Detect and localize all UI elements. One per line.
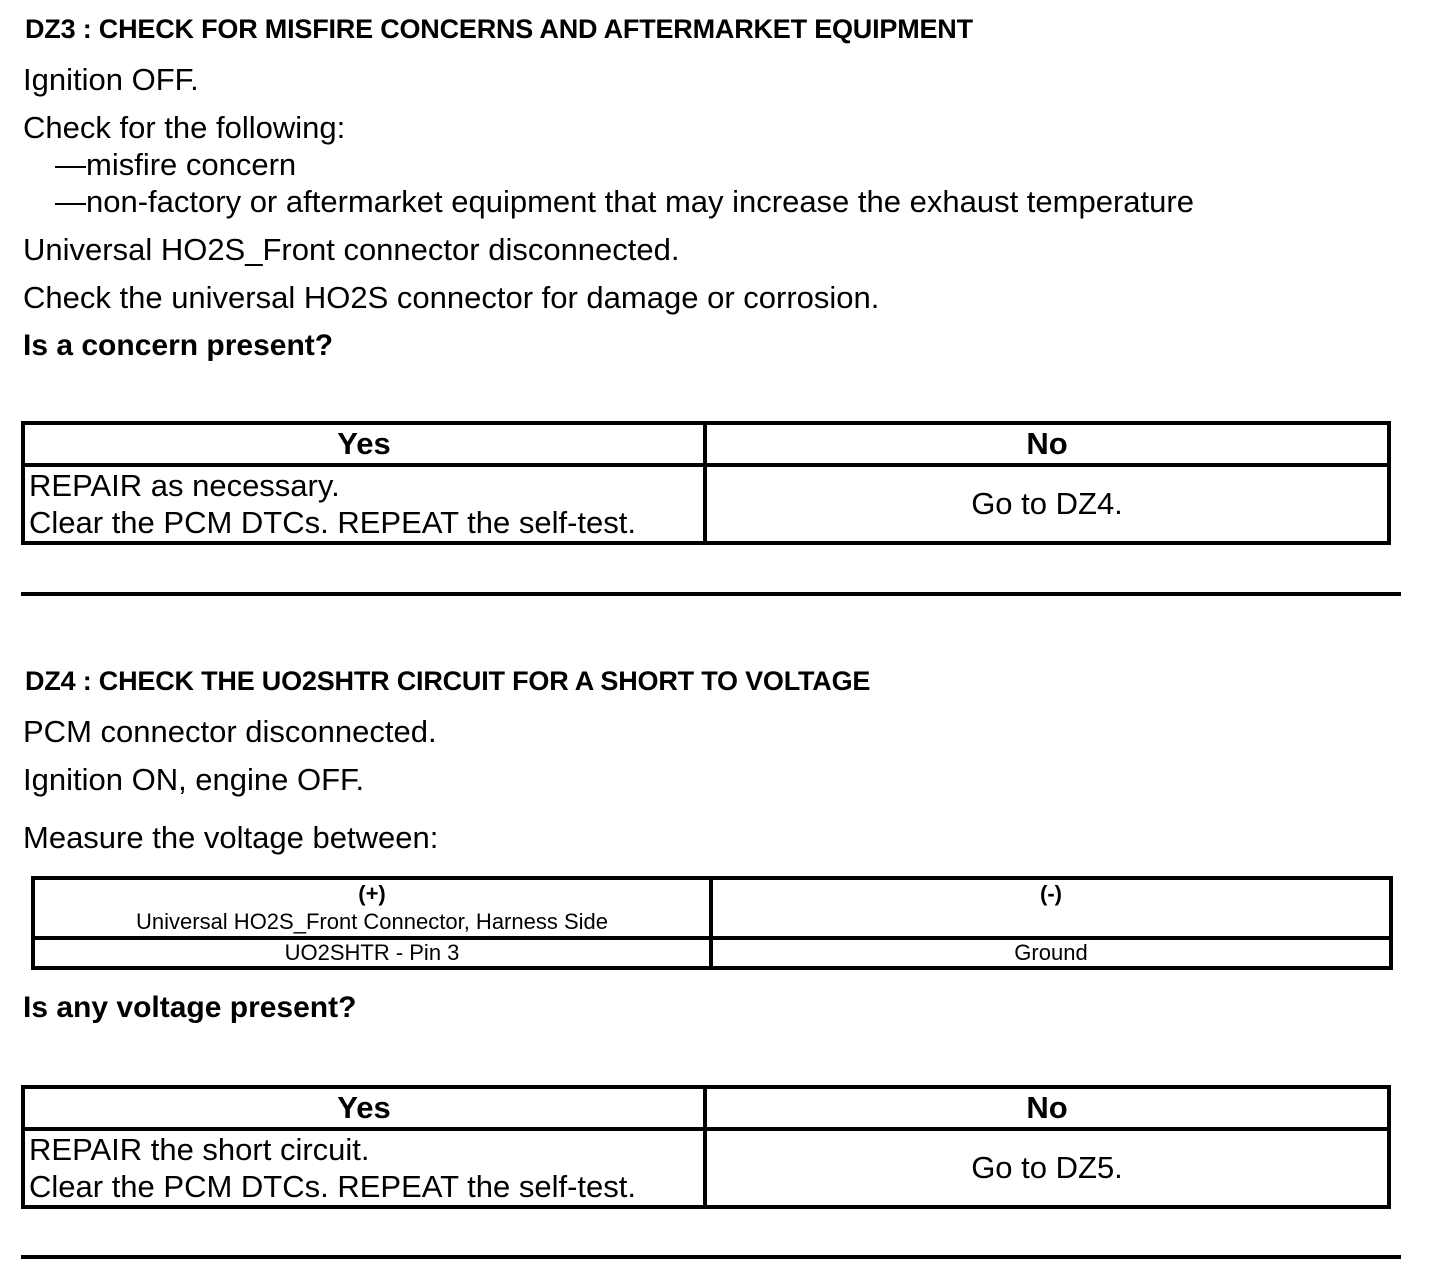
dz4-no-header: No	[705, 1087, 1389, 1129]
dz3-yes-action	[23, 465, 705, 543]
dz3-step-check: Check for the following:	[23, 110, 346, 145]
plus-description: Universal HO2S_Front Connector, Harness Side	[136, 909, 608, 934]
dz3-bullet-aftermarket: —non-factory or aftermarket equipment that may increase the exhaust temperature	[55, 184, 1194, 219]
dz4-heading: DZ4 : CHECK THE UO2SHTR CIRCUIT FOR A SHORT TO VOLTAGE	[25, 666, 871, 696]
dz3-no-action: Go to DZ4.	[705, 465, 1389, 543]
dz4-step-measure: Measure the voltage between:	[23, 820, 439, 855]
plus-symbol: (+)	[358, 881, 386, 906]
dz3-yes-header: Yes	[23, 423, 705, 465]
section-divider-bottom	[21, 1255, 1401, 1259]
dz3-heading: DZ3 : CHECK FOR MISFIRE CONCERNS AND AFTERMARKET EQUIPMENT	[25, 14, 973, 44]
measure-plus-header	[33, 878, 711, 938]
dz3-bullet-misfire: —misfire concern	[55, 147, 297, 182]
minus-symbol: (-)	[1040, 881, 1062, 906]
dz4-result-table	[21, 1085, 1391, 1209]
dz4-question: Is any voltage present?	[23, 991, 357, 1024]
dz4-yes-action	[23, 1129, 705, 1207]
measure-minus-value: Ground	[711, 938, 1391, 968]
measure-minus-header	[711, 878, 1391, 938]
dz3-question: Is a concern present?	[23, 329, 334, 362]
measure-plus-value: UO2SHTR - Pin 3	[33, 938, 711, 968]
dz4-step-ignition: Ignition ON, engine OFF.	[23, 762, 365, 797]
dz3-step-ignition: Ignition OFF.	[23, 62, 199, 97]
dz3-step-connector: Universal HO2S_Front connector disconnected.	[23, 232, 680, 267]
dz4-yes-header: Yes	[23, 1087, 705, 1129]
section-divider	[21, 592, 1401, 596]
dz3-result-table	[21, 421, 1391, 545]
dz3-step-inspect: Check the universal HO2S connector for damage or corrosion.	[23, 280, 880, 315]
dz4-step-pcm: PCM connector disconnected.	[23, 714, 437, 749]
dz3-yes-line-2: Clear the PCM DTCs. REPEAT the self-test.	[29, 505, 636, 540]
dz3-no-header: No	[705, 423, 1389, 465]
dz4-measure-table	[31, 876, 1393, 970]
dz4-yes-line-2: Clear the PCM DTCs. REPEAT the self-test.	[29, 1169, 636, 1204]
dz4-no-action: Go to DZ5.	[705, 1129, 1389, 1207]
dz3-yes-line-1: REPAIR as necessary.	[29, 468, 340, 503]
dz4-yes-line-1: REPAIR the short circuit.	[29, 1132, 370, 1167]
